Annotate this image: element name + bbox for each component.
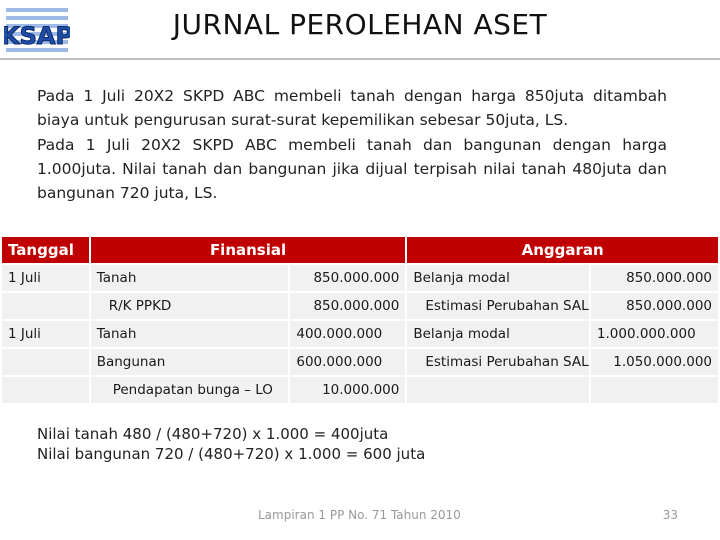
row-fin-amount: 400.000.000 [290, 321, 405, 347]
row-fin-account: Tanah [91, 265, 289, 291]
row-date: 1 Juli [2, 321, 89, 347]
intro-paragraph-1: Pada 1 Juli 20X2 SKPD ABC membeli tanah dengan harga 850juta ditambah biaya untuk pengurusan surat-surat kepemilikan sebesar 50juta, LS. [37, 87, 667, 129]
table-header-row [2, 237, 718, 263]
row-fin-amount: 600.000.000 [290, 349, 405, 375]
table-row [2, 321, 718, 347]
title-divider [0, 58, 720, 60]
intro-paragraph-2: Pada 1 Juli 20X2 SKPD ABC membeli tanah dan bangunan dengan harga 1.000juta. Nilai tanah dan bangunan jika dijual terpisah nilai tanah 480juta dan bangunan 720 juta, LS. [37, 136, 667, 202]
row-bud-account: Belanja modal [407, 321, 589, 347]
row-bud-account: Estimasi Perubahan SAL [407, 293, 589, 319]
row-bud-account: Estimasi Perubahan SAL [407, 349, 589, 375]
row-bud-amount: 850.000.000 [591, 265, 718, 291]
calculation-notes [37, 424, 425, 464]
row-bud-account: Belanja modal [407, 265, 589, 291]
row-bud-amount [591, 377, 718, 403]
row-fin-amount: 850.000.000 [290, 293, 405, 319]
row-bud-amount: 850.000.000 [591, 293, 718, 319]
page-number: 33 [662, 508, 678, 522]
row-bud-account [407, 377, 589, 403]
table-row [2, 349, 718, 375]
calculation-line: Nilai tanah 480 / (480+720) x 1.000 = 400juta [37, 425, 389, 443]
row-date: 1 Juli [2, 265, 89, 291]
row-fin-account: Pendapatan bunga – LO [91, 377, 289, 403]
row-fin-account: Bangunan [91, 349, 289, 375]
calculation-line: Nilai bangunan 720 / (480+720) x 1.000 = 600 juta [37, 445, 426, 463]
header-date: Tanggal [2, 237, 89, 263]
logo-text: KSAP [4, 22, 70, 50]
row-fin-amount: 10.000.000 [290, 377, 405, 403]
row-date [2, 377, 89, 403]
table-row [2, 377, 718, 403]
row-fin-account: Tanah [91, 321, 289, 347]
row-bud-amount: 1.000.000.000 [591, 321, 718, 347]
table-row [2, 265, 718, 291]
page-title: JURNAL PEROLEHAN ASET [172, 8, 548, 41]
row-fin-amount: 850.000.000 [290, 265, 405, 291]
row-bud-amount: 1.050.000.000 [591, 349, 718, 375]
table-row [2, 293, 718, 319]
journal-table [0, 235, 720, 405]
row-fin-account: R/K PPKD [91, 293, 289, 319]
row-date [2, 293, 89, 319]
header-budget: Anggaran [407, 237, 718, 263]
header-financial: Finansial [91, 237, 406, 263]
row-date [2, 349, 89, 375]
footer-source: Lampiran 1 PP No. 71 Tahun 2010 [258, 508, 461, 522]
